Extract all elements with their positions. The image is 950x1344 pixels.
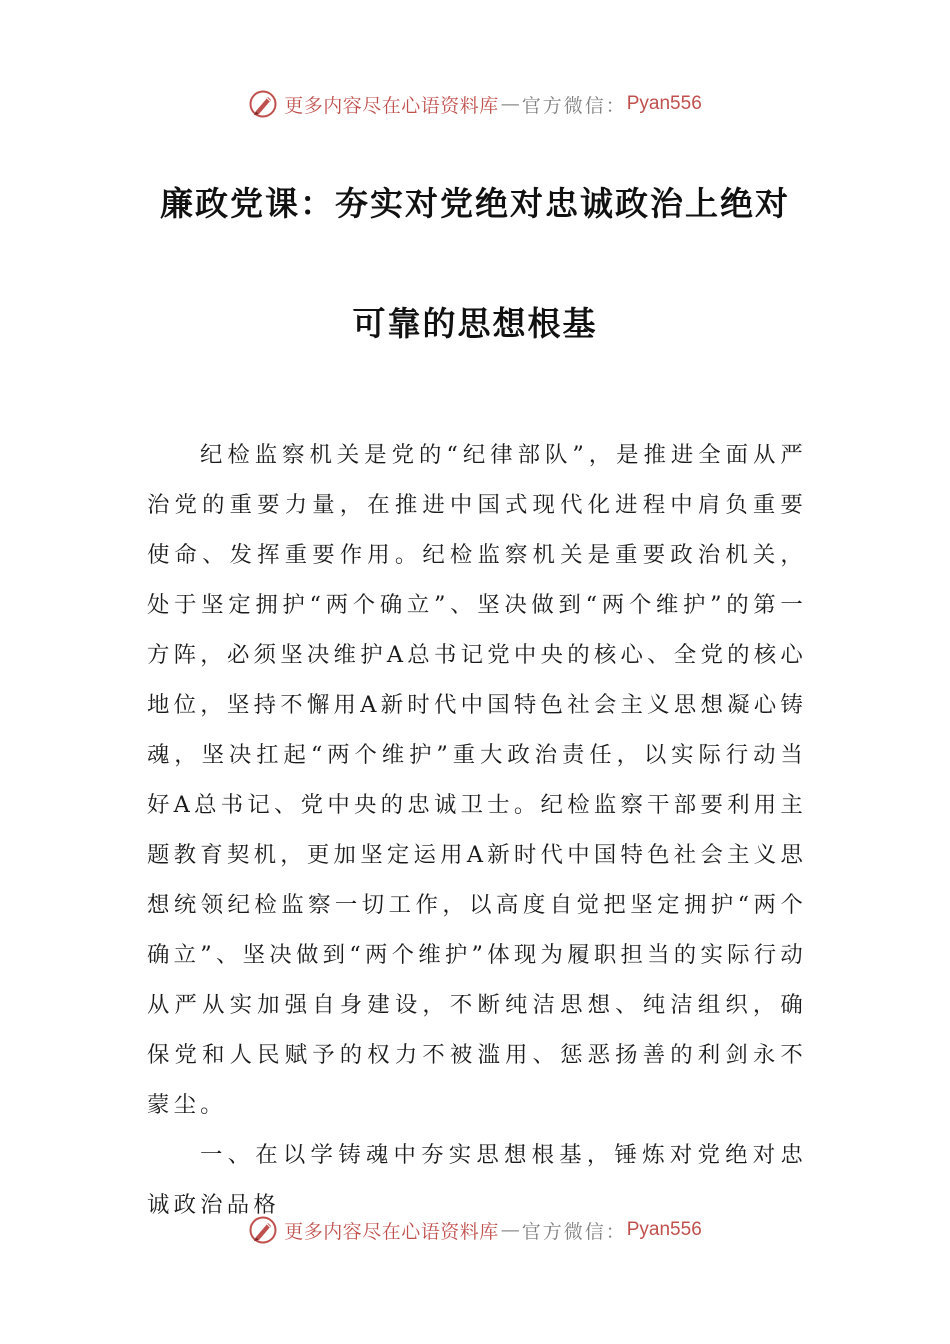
- body-paragraph: 纪检监察机关是党的“纪律部队”，是推进全面从严治党的重要力量，在推进中国式现代化进程中肩负重要使命、发挥重要作用。纪检监察机关是重要政治机关，处于坚定拥护“两个确立”、坚决做到“两个维护”的第一方阵，必须坚决维护A总书记党中央的核心、全党的核心地位，坚持不懈用A新时代中国特色社会主义思想凝心铸魂，坚决扛起“两个维护”重大政治责任，以实际行动当好A总书记、党中央的忠诚卫士。纪检监察干部要利用主题教育契机，更加坚定运用A新时代中国特色社会主义思想统领纪检监察一切工作，以高度自觉把坚定拥护“两个确立”、坚决做到“两个维护”体现为履职担当的实际行动从严从实加强自身建设，不断纯洁思想、纯洁组织，确保党和人民赋予的权力不被滥用、惩恶扬善的利剑永不蒙尘。: [147, 442, 807, 1118]
- account-label: 官方微信：: [521, 1220, 627, 1243]
- account-label: 官方微信：: [521, 94, 627, 117]
- promo-text: 更多内容尽在心语资料库: [284, 1220, 499, 1243]
- document-body: [147, 430, 807, 1230]
- account-id: Pyan556: [626, 1219, 702, 1240]
- pen-logo-icon: [248, 1215, 278, 1245]
- document-title-line-1: 廉政党课：夯实对党绝对忠诚政治上绝对: [160, 184, 790, 223]
- header-banner: [0, 84, 950, 124]
- document-title-line-2: 可靠的思想根基: [352, 304, 598, 343]
- promo-text: 更多内容尽在心语资料库: [284, 94, 499, 117]
- banner-separator: —: [500, 93, 520, 115]
- pen-logo-icon: [248, 89, 278, 119]
- banner-separator: —: [500, 1219, 520, 1241]
- account-id: Pyan556: [626, 93, 702, 114]
- footer-banner: [0, 1210, 950, 1250]
- section-heading: 一、在以学铸魂中夯实思想根基，锤炼对党绝对忠诚政治品格: [147, 1142, 807, 1218]
